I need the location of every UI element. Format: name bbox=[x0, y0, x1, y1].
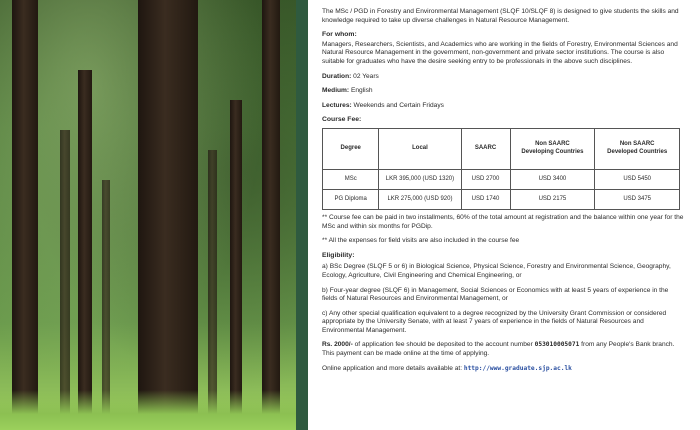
fee-header-degree: Degree bbox=[323, 128, 379, 169]
course-fee-heading: Course Fee: bbox=[322, 116, 362, 124]
application-fee-text bbox=[322, 341, 684, 358]
tree-trunk bbox=[230, 100, 242, 430]
fee-cell: USD 3475 bbox=[595, 189, 680, 209]
lectures-label: Lectures: bbox=[322, 101, 352, 109]
tree-trunk bbox=[262, 0, 280, 430]
table-row bbox=[323, 189, 680, 209]
fee-note-installments: ** Course fee can be paid in two installments, 60% of the total amount at registration and the balance within one year for the MSc and within six months for PGDip. bbox=[322, 213, 684, 230]
medium-value: English bbox=[350, 87, 373, 95]
divider-stripe bbox=[296, 0, 308, 430]
lectures-value: Weekends and Certain Fridays bbox=[353, 101, 444, 109]
tree-trunk bbox=[12, 0, 38, 430]
application-fee-branch: from any People's Bank branch. This payment can be made online at the time of applying. bbox=[322, 341, 675, 358]
lectures-line bbox=[322, 102, 684, 111]
application-fee-amount: Rs. 2000/- bbox=[322, 341, 353, 349]
eligibility-item-a: a) BSc Degree (SLQF 5 or 6) in Biological Science, Physical Science, Forestry and Environmental Science, Geography, Ecology, Agriculture, Civil Engineering and Chemical Engineering, or bbox=[322, 263, 671, 279]
duration-label: Duration: bbox=[322, 72, 352, 80]
table-row bbox=[323, 169, 680, 189]
fee-cell: PG Diploma bbox=[323, 189, 379, 209]
fee-header-non-saarc-developing: Non SAARC Developing Countries bbox=[510, 128, 595, 169]
duration-line bbox=[322, 73, 684, 82]
account-number: 053010005071 bbox=[534, 341, 580, 349]
duration-value: 02 Years bbox=[353, 72, 379, 80]
eligibility-item-b: b) Four-year degree (SLQF 6) in Management, Social Sciences or Economics with at least 5 years of experience in the fields of Natural Resources and Environmental Management, or bbox=[322, 286, 669, 303]
medium-line bbox=[322, 87, 684, 96]
fee-cell: USD 5450 bbox=[595, 169, 680, 189]
fee-cell: USD 1740 bbox=[461, 189, 510, 209]
course-details bbox=[322, 73, 684, 111]
online-application-line bbox=[322, 365, 684, 374]
tree-trunk bbox=[78, 70, 92, 430]
tree-trunk bbox=[208, 150, 217, 430]
for-whom-text: Managers, Researchers, Scientists, and Academics who are working in the fields of Forestry, Environmental Sciences and Natural Resource Management in the government, non-government and private sector institutions. The course is also suitable for graduates who have the desire seeking entry to be professionals in the above such disciplines. bbox=[322, 40, 678, 65]
fee-cell: LKR 275,000 (USD 920) bbox=[379, 189, 461, 209]
eligibility-item-c: c) Any other special qualification equivalent to a degree recognized by the University Grant Commission or considered appropriate by the University Senate, with at least 7 years of experience in the fields of Natural Resources and Environmental Management. bbox=[322, 309, 667, 334]
fee-cell: USD 2700 bbox=[461, 169, 510, 189]
fee-header-saarc: SAARC bbox=[461, 128, 510, 169]
course-info bbox=[322, 8, 684, 379]
fee-cell: USD 2175 bbox=[510, 189, 595, 209]
fee-header-non-saarc-developed: Non SAARC Developed Countries bbox=[595, 128, 680, 169]
fee-header-local: Local bbox=[379, 128, 461, 169]
for-whom-heading: For whom: bbox=[322, 31, 357, 39]
fee-table-header-row bbox=[323, 128, 680, 169]
course-fee-table bbox=[322, 128, 680, 210]
tree-trunk bbox=[60, 130, 70, 430]
medium-label: Medium: bbox=[322, 87, 350, 95]
fee-cell: LKR 395,000 (USD 1320) bbox=[379, 169, 461, 189]
website-link[interactable]: http://www.graduate.sjp.ac.lk bbox=[463, 364, 572, 372]
forest-photo bbox=[0, 0, 296, 430]
eligibility-heading: Eligibility: bbox=[322, 251, 355, 259]
application-fee-desc: of application fee should be deposited to the account number bbox=[352, 341, 535, 349]
fee-note-field-visits: ** All the expenses for field visits are also included in the course fee bbox=[322, 237, 520, 245]
online-application-label: Online application and more details available at: bbox=[322, 364, 464, 372]
intro-text: The MSc / PGD in Forestry and Environmental Management (SLQF 10/SLQF 8) is designed to give students the skills and knowledge required to take up diverse challenges in Natural Resource Management. bbox=[322, 8, 679, 24]
fee-cell: USD 3400 bbox=[510, 169, 595, 189]
fee-cell: MSc bbox=[323, 169, 379, 189]
grass-ground bbox=[0, 390, 296, 430]
tree-trunk bbox=[138, 0, 198, 430]
